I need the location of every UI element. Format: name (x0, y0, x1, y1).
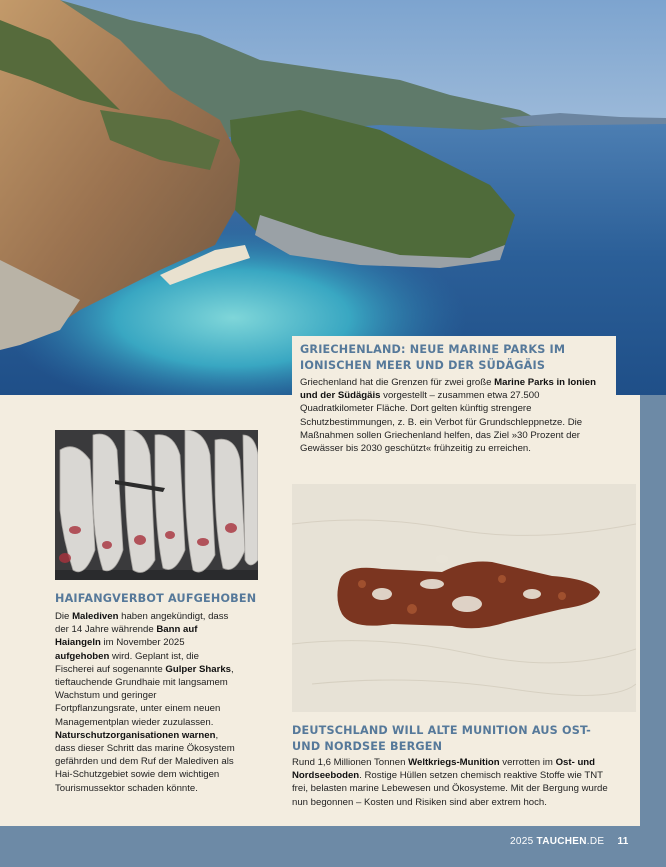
greece-body (300, 376, 610, 455)
germany-headline: DEUTSCHLAND WILL ALTE MUNITION AUS OST- UND NORDSEE BERGEN (292, 724, 592, 753)
bold-run: Malediven (72, 611, 119, 622)
maldives-headline: HAIFANGVERBOT AUFGEHOBEN (55, 592, 257, 605)
bold-run: Ost- und Nordseeboden (292, 757, 596, 782)
text-run: wird. Geplant ist, die Fischerei auf sogenannte (55, 650, 199, 675)
text-run: vorgestellt – zusammen etwa 27.500 Quadratkilometer Fläche. Dort gelten künftig strengere Schutzbestimmungen, z. B. ein Verbot für Grundschleppnetze. Die Maßnahmen sollen Griechenland helfen, das Ziel »30 Prozent der Gewässer bis 2030 geschützt« frühzeitig zu erreichen. (300, 390, 583, 455)
bold-run: Weltkriegs-Munition (408, 757, 500, 768)
bold-run: aufgehoben (55, 650, 110, 662)
page-frame-right (640, 395, 666, 867)
footer-magazine-domain: .DE (586, 836, 605, 847)
page-footer (510, 836, 629, 847)
footer-year: 2025 (510, 836, 534, 847)
munition-photo (292, 484, 636, 712)
text-run: , tieftauchende Grundhaie mit langsamem Wachstum und geringer Fortpflanzungsrate, unter einem neuen Managementplan wieder zuzulassen. (55, 663, 234, 728)
bold-run: Gulper Sharks (165, 663, 231, 675)
text-run: verrotten im (499, 757, 556, 768)
text-run: Die (55, 611, 73, 622)
footer-magazine (537, 836, 605, 847)
bold-run: Naturschutzorganisationen warnen (55, 729, 216, 741)
text-run: , dass dieser Schritt das marine Ökosystem gefährden und dem Ruf der Malediven als Hai-Schutzgebiet sowie dem wichtigen Tourismussektor schaden könnte. (55, 729, 235, 794)
text-run: Rund 1,6 Millionen Tonnen (292, 757, 409, 768)
text-run: Griechenland hat die Grenzen für zwei große (300, 377, 495, 388)
germany-body (292, 756, 612, 809)
bold-run: Marine Parks in Ionien und der Südägäis (300, 377, 596, 402)
text-run: im November 2025 (100, 637, 185, 649)
greece-headline: GRIECHENLAND: NEUE MARINE PARKS IM IONISCHEN MEER UND DER SÜDÄGÄIS (300, 343, 566, 372)
text-run: . Rostige Hüllen setzen chemisch reaktive Stoffe wie TNT frei, belasten marine Lebewesen und Ökosysteme. Mit der Bergung wurde nun begonnen – Kosten und Risiken sind aber extrem hoch. (292, 770, 608, 808)
text-run: haben angekündigt, dass der 14 Jahre währende (55, 611, 229, 636)
sharks-photo (55, 430, 258, 580)
footer-magazine-name: TAUCHEN (536, 836, 587, 847)
bold-run: Bann auf Haiangeln (55, 624, 198, 649)
maldives-body (55, 610, 240, 795)
page-number: 11 (617, 836, 629, 847)
